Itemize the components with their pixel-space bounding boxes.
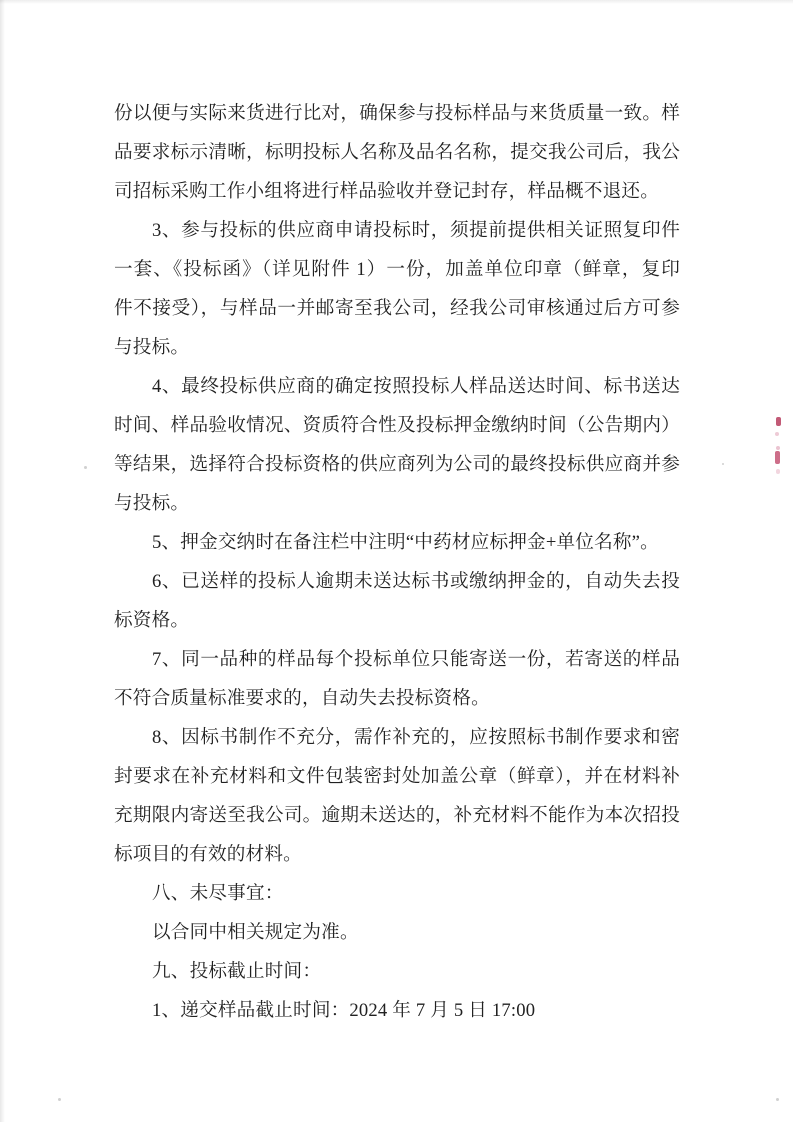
text-line: 八、未尽事宜： bbox=[152, 883, 284, 904]
text-line: 品要求标示清晰，标明投标人名称及品名名称，提交我公司后，我公 bbox=[114, 142, 680, 163]
text-line: 一套、《投标函》（详见附件 1）一份，加盖单位印章（鲜章，复印 bbox=[114, 259, 680, 280]
text-line: 7、同一品种的样品每个投标单位只能寄送一份，若寄送的样品 bbox=[152, 649, 680, 670]
scan-speck bbox=[776, 1098, 779, 1101]
text-line: 5、押金交纳时在备注栏中注明“中药材应标押金+单位名称”。 bbox=[152, 532, 659, 553]
text-line: 件不接受），与样品一并邮寄至我公司，经我公司审核通过后方可参 bbox=[114, 298, 680, 319]
text-line: 封要求在补充材料和文件包装密封处加盖公章（鲜章），并在材料补 bbox=[114, 766, 680, 787]
text-line: 司招标采购工作小组将进行样品验收并登记封存，样品概不退还。 bbox=[114, 181, 660, 202]
red-ink-mark bbox=[776, 446, 780, 450]
red-ink-mark bbox=[775, 432, 779, 436]
red-ink-mark bbox=[776, 417, 781, 426]
text-line: 时间、样品验收情况、资质符合性及投标押金缴纳时间（公告期内） bbox=[114, 415, 680, 436]
text-line: 与投标。 bbox=[114, 337, 190, 358]
text-line: 与投标。 bbox=[114, 493, 190, 514]
scan-speck bbox=[722, 463, 724, 465]
text-line: 4、最终投标供应商的确定按照投标人样品送达时间、标书送达 bbox=[152, 376, 680, 397]
text-line: 充期限内寄送至我公司。逾期未送达的，补充材料不能作为本次招投 bbox=[114, 805, 680, 826]
text-line: 等结果，选择符合投标资格的供应商列为公司的最终投标供应商并参 bbox=[114, 454, 680, 475]
red-ink-mark bbox=[775, 451, 780, 464]
red-ink-mark bbox=[776, 469, 780, 474]
scan-speck bbox=[84, 466, 87, 469]
text-line: 1、递交样品截止时间：2024 年 7 月 5 日 17:00 bbox=[152, 1000, 536, 1021]
scan-speck bbox=[58, 1098, 61, 1101]
document-lines bbox=[114, 94, 680, 1030]
text-line: 九、投标截止时间： bbox=[152, 961, 322, 982]
text-line: 份以便与实际来货进行比对，确保参与投标样品与来货质量一致。样 bbox=[114, 103, 680, 124]
text-line: 标资格。 bbox=[114, 610, 190, 631]
text-line: 标项目的有效的材料。 bbox=[114, 844, 302, 865]
text-line: 8、因标书制作不充分，需作补充的，应按照标书制作要求和密 bbox=[152, 727, 680, 748]
text-line: 6、已送样的投标人逾期未送达标书或缴纳押金的，自动失去投 bbox=[152, 571, 680, 592]
text-line: 以合同中相关规定为准。 bbox=[152, 922, 359, 943]
text-line: 不符合质量标准要求的，自动失去投标资格。 bbox=[114, 688, 490, 709]
text-line: 3、参与投标的供应商申请投标时，须提前提供相关证照复印件 bbox=[152, 220, 680, 241]
